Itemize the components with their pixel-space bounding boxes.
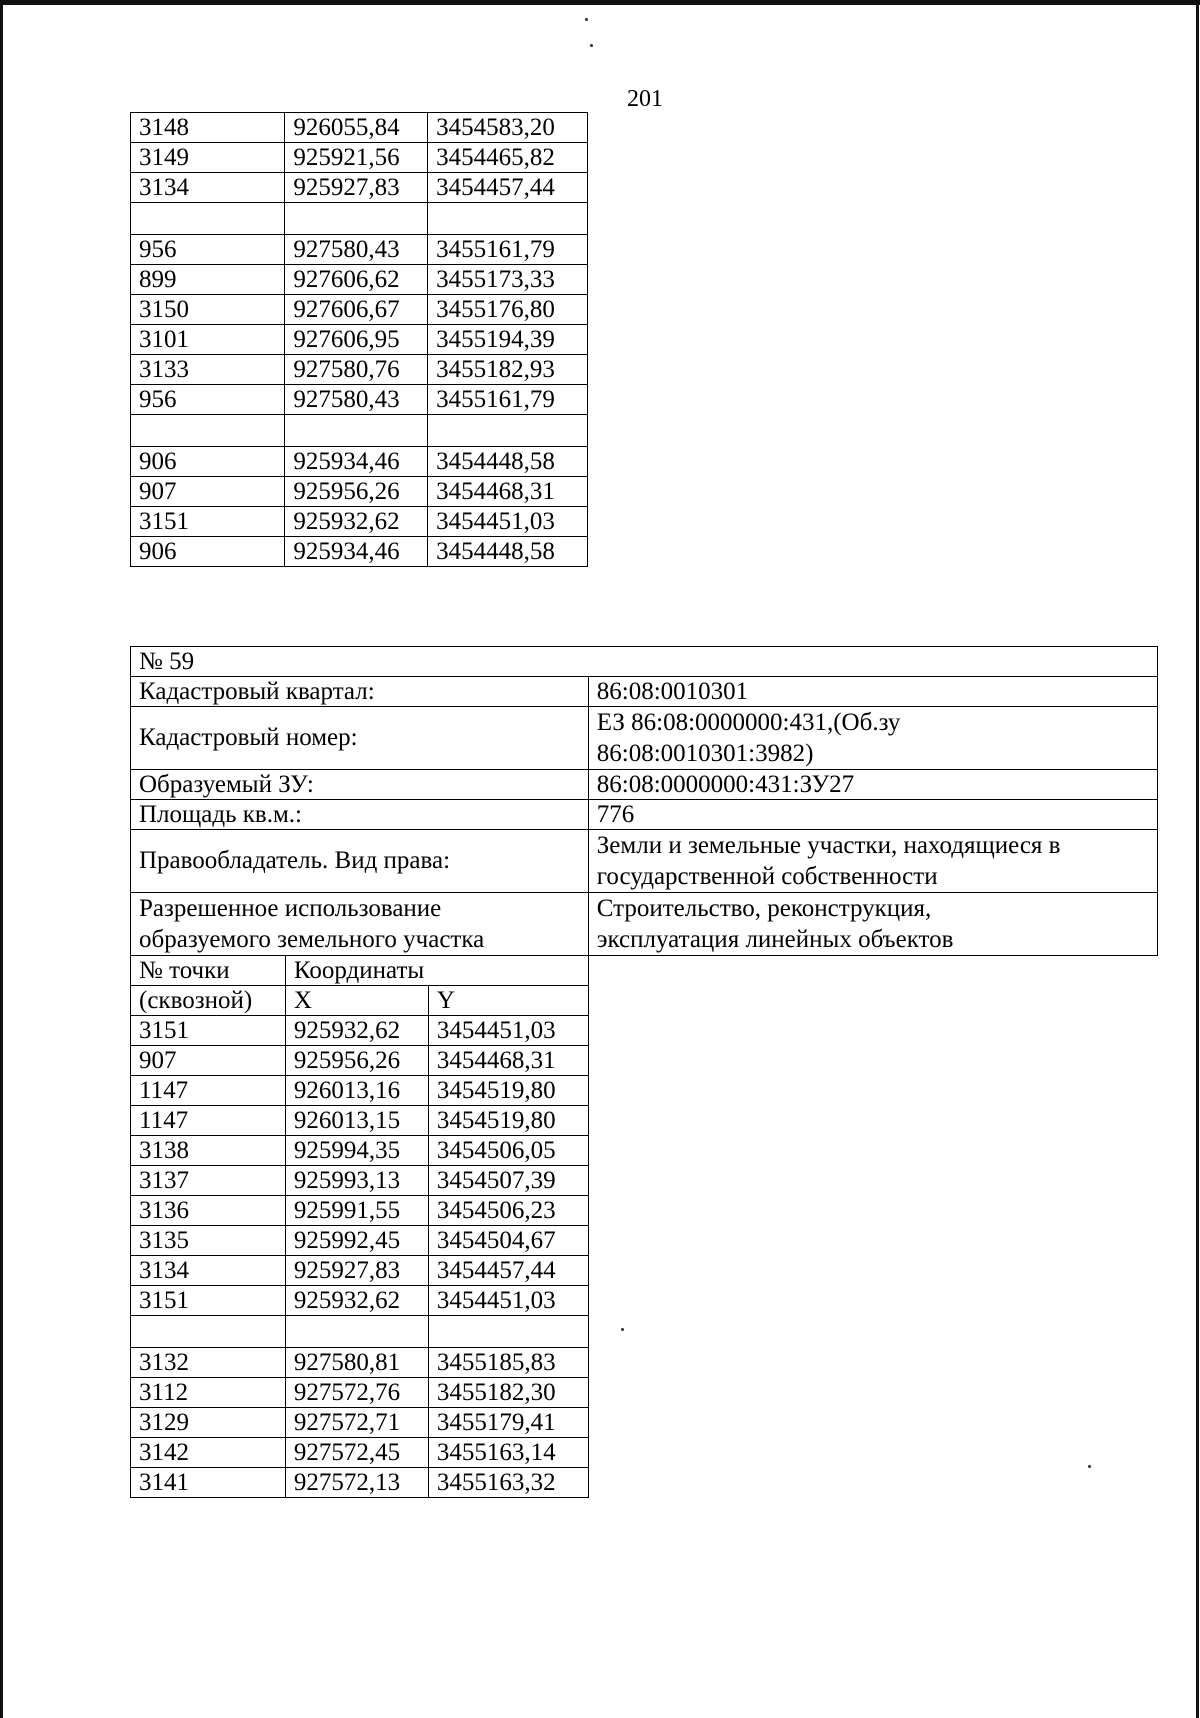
x-coordinate-cell: 927606,67 bbox=[285, 295, 428, 325]
formed-plot-row bbox=[131, 770, 1158, 800]
x-coordinate-cell: 925991,55 bbox=[285, 1196, 428, 1226]
x-coordinate-cell: 925932,62 bbox=[285, 1016, 428, 1046]
permitted-use-label bbox=[131, 893, 589, 956]
x-coordinate-cell: 925993,13 bbox=[285, 1166, 428, 1196]
table-row bbox=[131, 1166, 1158, 1196]
page-number: 201 bbox=[627, 86, 663, 112]
y-coordinate-cell: 3455185,83 bbox=[428, 1348, 588, 1378]
table-row bbox=[131, 113, 588, 143]
x-coordinate-cell: 927580,43 bbox=[285, 385, 428, 415]
blank-cell bbox=[131, 1316, 286, 1348]
x-coordinate-cell: 925956,26 bbox=[285, 1046, 428, 1076]
y-coordinate-cell: 3455163,14 bbox=[428, 1438, 588, 1468]
table-row bbox=[131, 1196, 1158, 1226]
y-coordinate-cell: 3454506,23 bbox=[428, 1196, 588, 1226]
coord-subheader-row bbox=[131, 986, 1158, 1016]
area-label: Площадь кв.м.: bbox=[131, 800, 589, 830]
area-row bbox=[131, 800, 1158, 830]
scan-border-left bbox=[0, 0, 3, 1718]
plot-59-table bbox=[130, 646, 1158, 1498]
x-coordinate-cell: 925992,45 bbox=[285, 1226, 428, 1256]
permitted-use-row bbox=[131, 893, 1158, 956]
y-coordinate-cell: 3455179,41 bbox=[428, 1408, 588, 1438]
point-number-cell: 3112 bbox=[131, 1378, 286, 1408]
cadastral-number-row bbox=[131, 707, 1158, 770]
y-coordinate-cell: 3454448,58 bbox=[428, 537, 588, 567]
table-row bbox=[131, 507, 588, 537]
cadastral-number-label: Кадастровый номер: bbox=[131, 707, 589, 770]
y-coordinate-cell: 3455194,39 bbox=[428, 325, 588, 355]
table-row bbox=[131, 385, 588, 415]
table-row bbox=[131, 173, 588, 203]
point-number-cell: 899 bbox=[131, 265, 285, 295]
table-row bbox=[131, 265, 588, 295]
x-coordinate-cell: 927572,45 bbox=[285, 1438, 428, 1468]
permitted-use-label-line: образуемого земельного участка bbox=[139, 926, 485, 953]
x-coordinate-cell: 927580,43 bbox=[285, 235, 428, 265]
x-coordinate-cell: 926055,84 bbox=[285, 113, 428, 143]
table-row bbox=[131, 1016, 1158, 1046]
table-row bbox=[131, 537, 588, 567]
owner-value bbox=[588, 830, 1157, 893]
y-coordinate-cell: 3454448,58 bbox=[428, 447, 588, 477]
formed-plot-value: 86:08:0000000:431:ЗУ27 bbox=[588, 770, 1157, 800]
y-coordinate-cell: 3455173,33 bbox=[428, 265, 588, 295]
cadastral-quarter-value: 86:08:0010301 bbox=[588, 677, 1157, 707]
point-number-cell: 3149 bbox=[131, 143, 285, 173]
point-number-cell: 3141 bbox=[131, 1468, 286, 1498]
point-number-cell: 1147 bbox=[131, 1106, 286, 1136]
x-coordinate-cell: 925932,62 bbox=[285, 1286, 428, 1316]
point-number-cell: 3135 bbox=[131, 1226, 286, 1256]
point-number-cell: 3134 bbox=[131, 173, 285, 203]
table-row bbox=[131, 1378, 1158, 1408]
y-coordinate-cell: 3455161,79 bbox=[428, 235, 588, 265]
scan-border-right bbox=[1196, 0, 1199, 1718]
y-coordinate-cell: 3454468,31 bbox=[428, 477, 588, 507]
blank-cell bbox=[428, 415, 588, 447]
y-coordinate-cell: 3454519,80 bbox=[428, 1106, 588, 1136]
blank-cell bbox=[131, 203, 285, 235]
blank-cell bbox=[428, 1316, 588, 1348]
y-coordinate-cell: 3454506,05 bbox=[428, 1136, 588, 1166]
table-row bbox=[131, 1076, 1158, 1106]
point-number-cell: 3132 bbox=[131, 1348, 286, 1378]
cadastral-number-line: ЕЗ 86:08:0000000:431,(Об.зу bbox=[596, 709, 901, 736]
y-coordinate-cell: 3454468,31 bbox=[428, 1046, 588, 1076]
x-coordinate-cell: 927606,62 bbox=[285, 265, 428, 295]
x-coordinate-cell: 925927,83 bbox=[285, 173, 428, 203]
y-coordinate-cell: 3455182,30 bbox=[428, 1378, 588, 1408]
point-number-header: № точки bbox=[131, 956, 286, 986]
table-row bbox=[131, 1348, 1158, 1378]
point-number-cell: 3136 bbox=[131, 1196, 286, 1226]
y-coordinate-cell: 3455161,79 bbox=[428, 385, 588, 415]
point-number-cell: 956 bbox=[131, 385, 285, 415]
point-number-cell: 3138 bbox=[131, 1136, 286, 1166]
scan-speck bbox=[590, 44, 593, 47]
y-coordinate-cell: 3454451,03 bbox=[428, 1286, 588, 1316]
point-number-cell: 906 bbox=[131, 447, 285, 477]
blank-separator-row bbox=[131, 415, 588, 447]
x-coordinate-cell: 927580,76 bbox=[285, 355, 428, 385]
point-number-cell: 907 bbox=[131, 477, 285, 507]
table-row bbox=[131, 1286, 1158, 1316]
x-coordinate-cell: 925921,56 bbox=[285, 143, 428, 173]
x-coordinate-cell: 925932,62 bbox=[285, 507, 428, 537]
x-coordinate-cell: 925934,46 bbox=[285, 537, 428, 567]
x-coordinate-cell: 925994,35 bbox=[285, 1136, 428, 1166]
point-number-cell: 3134 bbox=[131, 1256, 286, 1286]
permitted-use-value bbox=[588, 893, 1157, 956]
y-coordinate-cell: 3454457,44 bbox=[428, 173, 588, 203]
cadastral-number-value bbox=[588, 707, 1157, 770]
point-number-cell: 3150 bbox=[131, 295, 285, 325]
x-coordinate-cell: 925934,46 bbox=[285, 447, 428, 477]
blank-cell bbox=[285, 415, 428, 447]
blank-cell bbox=[131, 415, 285, 447]
point-number-cell: 3137 bbox=[131, 1166, 286, 1196]
x-coordinate-cell: 926013,16 bbox=[285, 1076, 428, 1106]
table-row bbox=[131, 1226, 1158, 1256]
permitted-use-value-line: Строительство, реконструкция, bbox=[596, 895, 932, 922]
x-coordinate-cell: 927606,95 bbox=[285, 325, 428, 355]
cadastral-quarter-label: Кадастровый квартал: bbox=[131, 677, 589, 707]
cadastral-number-line: 86:08:0010301:3982) bbox=[596, 740, 814, 767]
table-row bbox=[131, 1468, 1158, 1498]
table-row bbox=[131, 1256, 1158, 1286]
point-number-cell: 3148 bbox=[131, 113, 285, 143]
table-row bbox=[131, 1438, 1158, 1468]
point-number-cell: 3151 bbox=[131, 1286, 286, 1316]
x-coordinate-cell: 927572,76 bbox=[285, 1378, 428, 1408]
table-row bbox=[131, 1136, 1158, 1166]
owner-row bbox=[131, 830, 1158, 893]
y-coordinate-cell: 3454451,03 bbox=[428, 507, 588, 537]
x-header: X bbox=[285, 986, 428, 1016]
plot-number: № 59 bbox=[131, 647, 1158, 677]
point-number-cell: 906 bbox=[131, 537, 285, 567]
y-coordinate-cell: 3454504,67 bbox=[428, 1226, 588, 1256]
blank-separator-row bbox=[131, 203, 588, 235]
point-number-cell: 3151 bbox=[131, 507, 285, 537]
table-row bbox=[131, 295, 588, 325]
area-value: 776 bbox=[588, 800, 1157, 830]
blank-cell bbox=[428, 203, 588, 235]
x-coordinate-cell: 925956,26 bbox=[285, 477, 428, 507]
blank-separator-row bbox=[131, 1316, 1158, 1348]
owner-label: Правообладатель. Вид права: bbox=[131, 830, 589, 893]
table-row bbox=[131, 235, 588, 265]
plot-number-row bbox=[131, 647, 1158, 677]
cadastral-quarter-row bbox=[131, 677, 1158, 707]
table-row bbox=[131, 1046, 1158, 1076]
y-coordinate-cell: 3454583,20 bbox=[428, 113, 588, 143]
table-row bbox=[131, 1106, 1158, 1136]
x-coordinate-cell: 927572,13 bbox=[285, 1468, 428, 1498]
x-coordinate-cell: 925927,83 bbox=[285, 1256, 428, 1286]
y-coordinate-cell: 3454457,44 bbox=[428, 1256, 588, 1286]
owner-value-line: Земли и земельные участки, находящиеся в bbox=[596, 832, 1061, 859]
table-row bbox=[131, 447, 588, 477]
y-header: Y bbox=[428, 986, 588, 1016]
y-coordinate-cell: 3454451,03 bbox=[428, 1016, 588, 1046]
table-row bbox=[131, 143, 588, 173]
point-number-subheader: (сквозной) bbox=[131, 986, 286, 1016]
table-row bbox=[131, 325, 588, 355]
scan-border-top bbox=[0, 0, 1200, 5]
y-coordinate-cell: 3455176,80 bbox=[428, 295, 588, 325]
y-coordinate-cell: 3454465,82 bbox=[428, 143, 588, 173]
point-number-cell: 3142 bbox=[131, 1438, 286, 1468]
y-coordinate-cell: 3455163,32 bbox=[428, 1468, 588, 1498]
point-number-cell: 907 bbox=[131, 1046, 286, 1076]
continuation-coordinates-table bbox=[130, 112, 588, 567]
x-coordinate-cell: 927572,71 bbox=[285, 1408, 428, 1438]
coord-header-row bbox=[131, 956, 1158, 986]
blank-cell bbox=[285, 1316, 428, 1348]
x-coordinate-cell: 926013,15 bbox=[285, 1106, 428, 1136]
y-coordinate-cell: 3455182,93 bbox=[428, 355, 588, 385]
permitted-use-label-line: Разрешенное использование bbox=[139, 895, 442, 922]
scan-speck bbox=[585, 18, 588, 21]
x-coordinate-cell: 927580,81 bbox=[285, 1348, 428, 1378]
formed-plot-label: Образуемый ЗУ: bbox=[131, 770, 589, 800]
point-number-cell: 3101 bbox=[131, 325, 285, 355]
table-row bbox=[131, 1408, 1158, 1438]
table-row bbox=[131, 477, 588, 507]
table-row bbox=[131, 355, 588, 385]
point-number-cell: 3133 bbox=[131, 355, 285, 385]
y-coordinate-cell: 3454507,39 bbox=[428, 1166, 588, 1196]
point-number-cell: 3151 bbox=[131, 1016, 286, 1046]
owner-value-line: государственной собственности bbox=[596, 863, 938, 890]
point-number-cell: 3129 bbox=[131, 1408, 286, 1438]
y-coordinate-cell: 3454519,80 bbox=[428, 1076, 588, 1106]
coordinates-header: Координаты bbox=[285, 956, 588, 986]
point-number-cell: 1147 bbox=[131, 1076, 286, 1106]
permitted-use-value-line: эксплуатация линейных объектов bbox=[596, 926, 954, 953]
blank-cell bbox=[285, 203, 428, 235]
point-number-cell: 956 bbox=[131, 235, 285, 265]
